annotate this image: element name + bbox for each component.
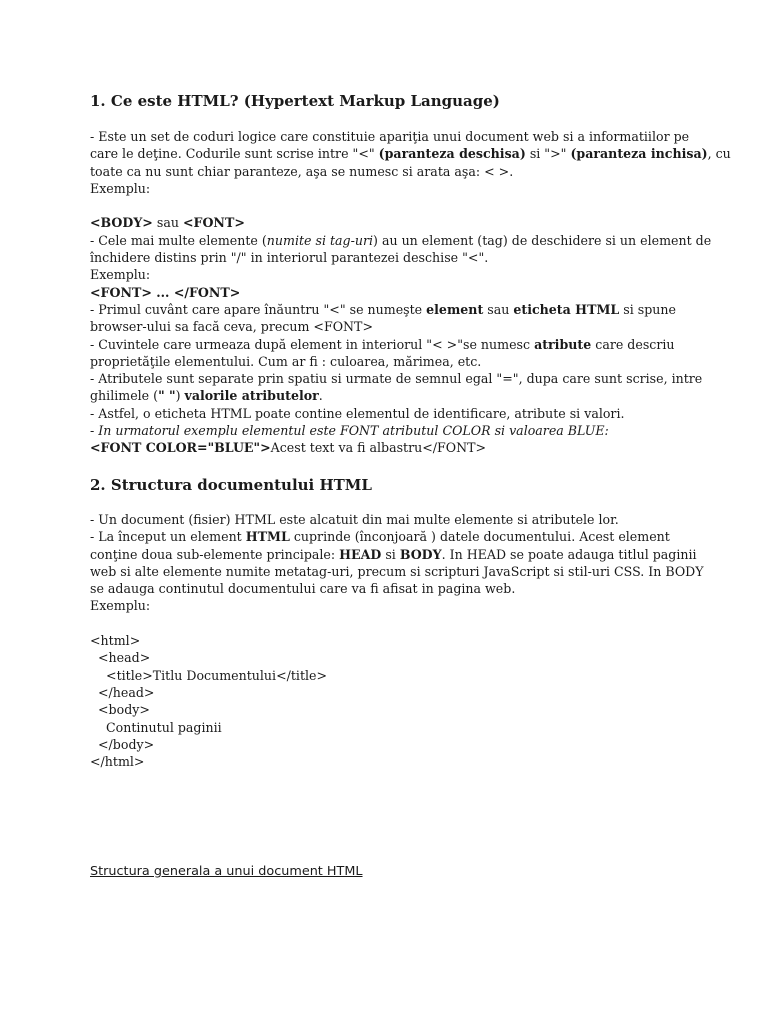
text-run: si ">" — [525, 146, 571, 162]
section-2-heading: 2. Structura documentului HTML — [90, 476, 372, 494]
example-label — [90, 266, 690, 283]
paragraph-line — [90, 580, 690, 597]
bold-text: <FONT> — [182, 215, 245, 231]
paragraph-line — [90, 163, 690, 180]
bold-text: (paranteza inchisa) — [570, 146, 708, 162]
paragraph-line — [90, 546, 697, 563]
bold-text: <FONT COLOR="BLUE"> — [90, 440, 271, 456]
text-run: . — [318, 388, 323, 404]
text-run: - Astfel, o eticheta HTML poate contine elementul de identificare, atribute si valori. — [90, 405, 625, 421]
paragraph-line — [90, 232, 712, 249]
code-line: <title>Titlu Documentului</title> — [90, 667, 328, 683]
paragraph-line — [90, 145, 731, 162]
text-run: cuprinde (înconjoară ) datele documentului. Acest element — [289, 529, 670, 545]
text-run: conţine doua sub-elemente principale: — [90, 546, 340, 562]
bold-text: element — [426, 301, 484, 317]
paragraph-line — [90, 318, 690, 335]
section-1-body — [90, 128, 731, 457]
text-run: sau — [483, 301, 514, 317]
blank-line — [90, 615, 690, 632]
text-run: si spune — [619, 301, 676, 317]
text-run: - Un document (fisier) HTML este alcatuit din mai multe elemente si atributele lor. — [90, 512, 619, 527]
example-line — [90, 214, 690, 231]
paragraph-line — [90, 336, 690, 353]
paragraph-line — [90, 387, 690, 404]
section-1-heading: 1. Ce este HTML? (Hypertext Markup Language) — [90, 92, 500, 110]
bold-text: HEAD — [339, 546, 382, 562]
text-run: . In HEAD se poate adauga titlul paginii — [441, 546, 697, 562]
bold-text: (paranteza deschisa) — [378, 146, 526, 162]
code-line: </html> — [90, 754, 145, 770]
example-label — [90, 597, 690, 614]
text-run: si — [381, 546, 400, 562]
text-run: - Este un set de coduri logice care constituie apariţia unui document web si a informatiilor pe — [90, 129, 690, 144]
italic-text: - In urmatorul exemplu elementul este FONT atributul COLOR si valoarea BLUE: — [90, 423, 609, 439]
code-line: </body> — [90, 736, 155, 752]
code-line: </head> — [90, 684, 155, 700]
section-2-body — [90, 511, 704, 770]
text-run: - Cele mai multe elemente ( — [90, 232, 267, 248]
paragraph-line — [90, 528, 690, 545]
text-run: Exemplu: — [90, 180, 151, 196]
italic-text: numite si tag-uri — [266, 232, 374, 248]
text-run: Exemplu: — [90, 598, 151, 614]
paragraph-line — [90, 353, 690, 370]
paragraph-line — [90, 301, 690, 318]
paragraph-line — [90, 249, 690, 266]
paragraph-line — [90, 422, 690, 439]
example-line — [90, 439, 690, 456]
paragraph-line — [90, 128, 690, 145]
bold-text: HTML — [245, 529, 290, 545]
bold-text: eticheta HTML — [513, 301, 620, 317]
bold-text: atribute — [534, 336, 592, 352]
text-run: ghilimele ( — [90, 388, 159, 404]
text-run: ) — [175, 388, 185, 404]
text-run: se adauga continutul documentului care va fi afisat in pagina web. — [90, 581, 516, 597]
text-run: - Atributele sunt separate prin spatiu si urmate de semnul egal "=", dupa care sunt scrise, intre — [90, 371, 703, 387]
text-run: - Primul cuvânt care apare înăuntru "<" se numeşte — [90, 301, 427, 317]
blank-line — [90, 197, 690, 214]
code-line: <head> — [90, 650, 151, 666]
code-line: <body> — [90, 702, 150, 718]
text-run: care descriu — [591, 336, 675, 352]
example-line — [90, 284, 690, 301]
text-run: care le deţine. Codurile sunt scrise intre "<" — [90, 146, 379, 162]
structure-link[interactable]: Structura generala a unui document HTML — [90, 864, 363, 879]
bold-text: " " — [158, 388, 176, 404]
text-run: sau — [152, 215, 183, 231]
text-run: Acest text va fi albastru</FONT> — [270, 440, 487, 456]
bold-text: BODY — [399, 546, 442, 562]
paragraph-line — [90, 370, 703, 387]
text-run: proprietăţile elementului. Cum ar fi : culoarea, mărimea, etc. — [90, 353, 482, 369]
code-line: Continutul paginii — [90, 719, 222, 735]
paragraph-line — [90, 563, 704, 580]
paragraph-line — [90, 511, 690, 528]
text-run: Exemplu: — [90, 267, 151, 283]
text-run: toate ca nu sunt chiar paranteze, aşa se numesc si arata aşa: < >. — [90, 163, 514, 179]
bold-text: valorile atributelor — [184, 388, 319, 404]
text-run: browser-ului sa facă ceva, precum <FONT> — [90, 319, 373, 335]
bold-text: <BODY> — [90, 215, 153, 231]
bold-text: <FONT> ... </FONT> — [90, 284, 241, 300]
example-label — [90, 180, 690, 197]
code-line: <html> — [90, 633, 141, 649]
text-run: închidere distins prin "/" in interiorul parantezei deschise "<". — [90, 250, 489, 266]
text-run: web si alte elemente numite metatag-uri, precum si scripturi JavaScript si stil-uri CSS. In BODY — [90, 563, 704, 579]
text-run: , cu — [707, 146, 731, 162]
paragraph-line — [90, 405, 690, 422]
text-run: - La început un element — [90, 529, 246, 545]
text-run: - Cuvintele care urmeaza după element in interiorul "< >"se numesc — [90, 336, 535, 352]
text-run: ) au un element (tag) de deschidere si un element de — [373, 232, 712, 248]
